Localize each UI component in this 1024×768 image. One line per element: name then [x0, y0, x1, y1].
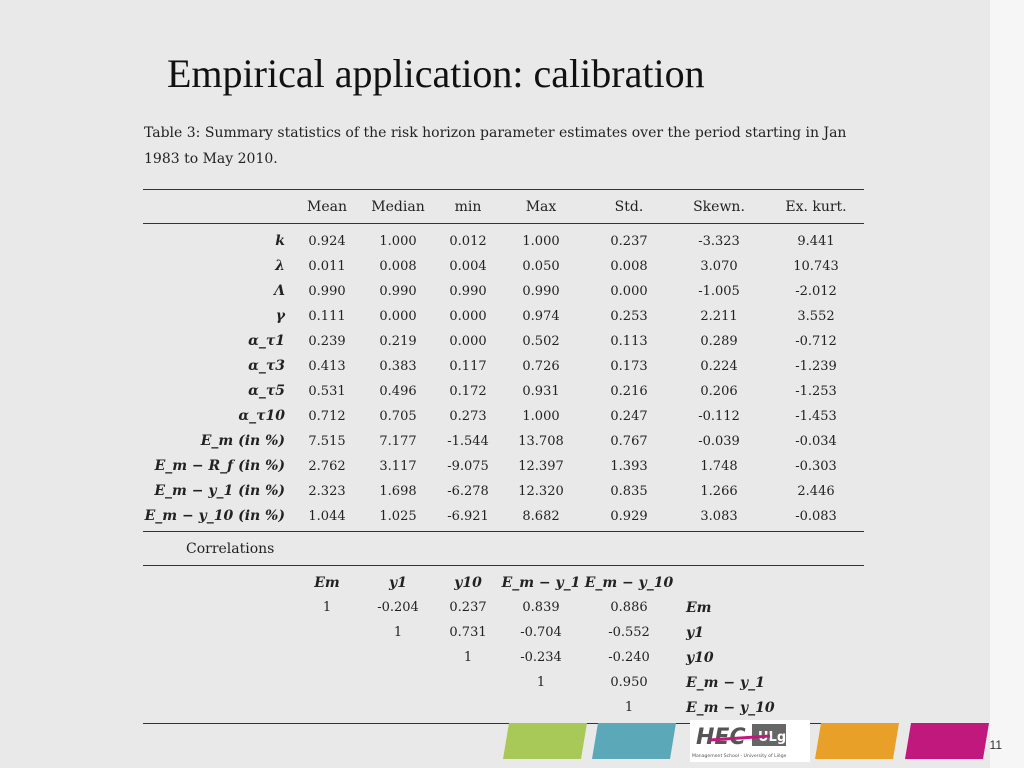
corr-cell: 0.731 — [449, 625, 487, 640]
stats-cell: 12.320 — [518, 484, 564, 499]
stats-cell: 0.117 — [449, 359, 487, 374]
stats-cell: -0.303 — [795, 459, 837, 474]
stats-cell: -1.544 — [447, 434, 489, 449]
logo-badge: ULg — [758, 730, 787, 745]
stats-cell: 0.012 — [449, 234, 487, 249]
stats-cell: 0.413 — [308, 359, 346, 374]
corr-cell: 0.237 — [449, 600, 487, 615]
stats-row-label: α_τ1 — [248, 333, 285, 349]
corr-cell: -0.704 — [520, 625, 562, 640]
stats-cell: 0.011 — [308, 259, 346, 274]
corr-cell: 0.886 — [610, 600, 648, 615]
stats-cell: 1.025 — [379, 509, 417, 524]
stats-cell: 0.000 — [449, 334, 487, 349]
hec-logo — [690, 720, 810, 762]
corr-col-header: E_m − y_10 — [584, 575, 674, 591]
logo-text: HEC — [696, 725, 746, 750]
corr-cell: 1 — [536, 675, 546, 690]
footer-color-bar — [503, 723, 587, 759]
stats-cell: 0.931 — [522, 384, 560, 399]
slide-margin — [990, 0, 1024, 768]
stats-col-header: Ex. kurt. — [785, 199, 847, 215]
stats-cell: -0.712 — [795, 334, 837, 349]
stats-cell: 8.682 — [522, 509, 560, 524]
stats-cell: -0.112 — [698, 409, 740, 424]
stats-col-header: Mean — [307, 199, 347, 215]
stats-cell: 0.496 — [379, 384, 417, 399]
stats-cell: 0.990 — [379, 284, 417, 299]
stats-row-label: α_τ3 — [248, 358, 285, 374]
stats-cell: 0.712 — [308, 409, 346, 424]
stats-col-header: Skewn. — [693, 199, 745, 215]
stats-cell: -1.239 — [795, 359, 837, 374]
rule-header — [143, 223, 864, 224]
stats-cell: 0.974 — [522, 309, 560, 324]
stats-cell: 3.083 — [700, 509, 738, 524]
stats-row-label: E_m − y_1 (in %) — [154, 483, 285, 499]
table-caption: Table 3: Summary statistics of the risk horizon parameter estimates over the period starting in Jan 1983 to May 2010. — [144, 125, 847, 167]
stats-cell: 0.726 — [522, 359, 560, 374]
corr-col-header: y10 — [454, 575, 482, 591]
stats-cell: 0.531 — [308, 384, 346, 399]
stats-cell: 0.000 — [379, 309, 417, 324]
correlations-title: Correlations — [186, 541, 275, 557]
page-number: 11 — [989, 738, 1002, 752]
stats-cell: 0.004 — [449, 259, 487, 274]
stats-cell: 12.397 — [518, 459, 564, 474]
stats-cell: 0.008 — [379, 259, 417, 274]
stats-cell: 1.393 — [610, 459, 648, 474]
stats-col-header: Max — [525, 199, 557, 215]
stats-cell: 2.323 — [308, 484, 346, 499]
stats-cell: 9.441 — [797, 234, 835, 249]
footer-color-bar — [815, 723, 899, 759]
stats-col-header: Median — [371, 199, 425, 215]
stats-cell: -1.005 — [698, 284, 740, 299]
footer-color-bar — [592, 723, 676, 759]
stats-cell: 3.552 — [797, 309, 835, 324]
stats-cell: 0.383 — [379, 359, 417, 374]
stats-cell: -0.083 — [795, 509, 837, 524]
stats-cell: 2.211 — [700, 309, 738, 324]
stats-cell: 3.070 — [700, 259, 738, 274]
corr-row-label: E_m − y_10 — [686, 700, 775, 716]
stats-row-label: α_τ10 — [238, 408, 285, 424]
stats-row-label: E_m − y_10 (in %) — [144, 508, 285, 524]
rule-top — [143, 189, 864, 190]
stats-cell: 0.216 — [610, 384, 648, 399]
stats-cell: 0.206 — [700, 384, 738, 399]
corr-row-label: Em — [686, 600, 712, 616]
stats-cell: 3.117 — [379, 459, 417, 474]
rule-corr-header — [143, 565, 864, 566]
stats-cell: 1.266 — [700, 484, 738, 499]
stats-cell: 1.044 — [308, 509, 346, 524]
stats-cell: 0.767 — [610, 434, 648, 449]
stats-cell: -6.278 — [447, 484, 489, 499]
stats-col-header: Std. — [614, 199, 644, 215]
corr-cell: 1 — [624, 700, 634, 715]
stats-cell: 0.929 — [610, 509, 648, 524]
corr-row-label: y1 — [686, 625, 704, 641]
stats-row-label: γ — [275, 308, 285, 324]
stats-cell: 1.748 — [700, 459, 738, 474]
stats-cell: 0.273 — [449, 409, 487, 424]
stats-cell: 1.000 — [522, 234, 560, 249]
stats-cell: 0.247 — [610, 409, 648, 424]
stats-cell: -9.075 — [447, 459, 489, 474]
stats-cell: 0.502 — [522, 334, 560, 349]
stats-cell: 0.990 — [522, 284, 560, 299]
logo-subtext: Management School - University of Liège — [692, 754, 787, 759]
corr-cell: -0.204 — [377, 600, 419, 615]
stats-cell: 1.698 — [379, 484, 417, 499]
stats-row-label: α_τ5 — [248, 383, 285, 399]
stats-cell: 0.835 — [610, 484, 648, 499]
stats-cell: 0.113 — [610, 334, 648, 349]
stats-cell: 7.515 — [308, 434, 346, 449]
corr-cell: 1 — [322, 600, 332, 615]
corr-cell: -0.240 — [608, 650, 650, 665]
stats-cell: 7.177 — [379, 434, 417, 449]
corr-col-header: y1 — [389, 575, 407, 591]
corr-cell: 0.839 — [522, 600, 560, 615]
stats-cell: 0.008 — [610, 259, 648, 274]
stats-cell: 0.000 — [449, 309, 487, 324]
stats-cell: -2.012 — [795, 284, 837, 299]
stats-cell: 0.172 — [449, 384, 487, 399]
stats-cell: 13.708 — [518, 434, 564, 449]
slide-title: Empirical application: calibration — [167, 51, 705, 96]
stats-cell: 0.289 — [700, 334, 738, 349]
corr-row-label: E_m − y_1 — [686, 675, 765, 691]
stats-cell: 0.224 — [700, 359, 738, 374]
stats-cell: 2.762 — [308, 459, 346, 474]
stats-row-label: E_m (in %) — [200, 433, 285, 449]
stats-cell: -1.253 — [795, 384, 837, 399]
stats-cell: 2.446 — [797, 484, 835, 499]
corr-col-header: E_m − y_1 — [501, 575, 581, 591]
stats-cell: 0.237 — [610, 234, 648, 249]
stats-row-label: λ — [275, 258, 285, 274]
stats-cell: 0.705 — [379, 409, 417, 424]
stats-cell: 1.000 — [379, 234, 417, 249]
corr-cell: -0.234 — [520, 650, 562, 665]
stats-cell: 0.000 — [610, 284, 648, 299]
stats-col-header: min — [454, 199, 482, 215]
stats-row-label: Λ — [274, 283, 285, 299]
stats-cell: -0.034 — [795, 434, 837, 449]
stats-cell: 0.924 — [308, 234, 346, 249]
stats-cell: -1.453 — [795, 409, 837, 424]
stats-cell: 0.990 — [449, 284, 487, 299]
rule-mid — [143, 531, 864, 532]
corr-col-header: Em — [314, 575, 340, 591]
stats-cell: 0.253 — [610, 309, 648, 324]
stats-cell: -0.039 — [698, 434, 740, 449]
corr-cell: 0.950 — [610, 675, 648, 690]
stats-cell: 10.743 — [793, 259, 839, 274]
corr-row-label: y10 — [686, 650, 714, 666]
footer-color-bar — [905, 723, 989, 759]
corr-cell: 1 — [463, 650, 473, 665]
stats-cell: -6.921 — [447, 509, 489, 524]
stats-cell: 0.050 — [522, 259, 560, 274]
stats-cell: -3.323 — [698, 234, 740, 249]
stats-cell: 0.219 — [379, 334, 417, 349]
stats-cell: 0.990 — [308, 284, 346, 299]
stats-cell: 0.239 — [308, 334, 346, 349]
stats-cell: 0.173 — [610, 359, 648, 374]
stats-cell: 1.000 — [522, 409, 560, 424]
stats-row-label: k — [275, 233, 285, 249]
corr-cell: -0.552 — [608, 625, 650, 640]
stats-cell: 0.111 — [308, 309, 346, 324]
stats-row-label: E_m − R_f (in %) — [154, 458, 285, 474]
corr-cell: 1 — [393, 625, 403, 640]
